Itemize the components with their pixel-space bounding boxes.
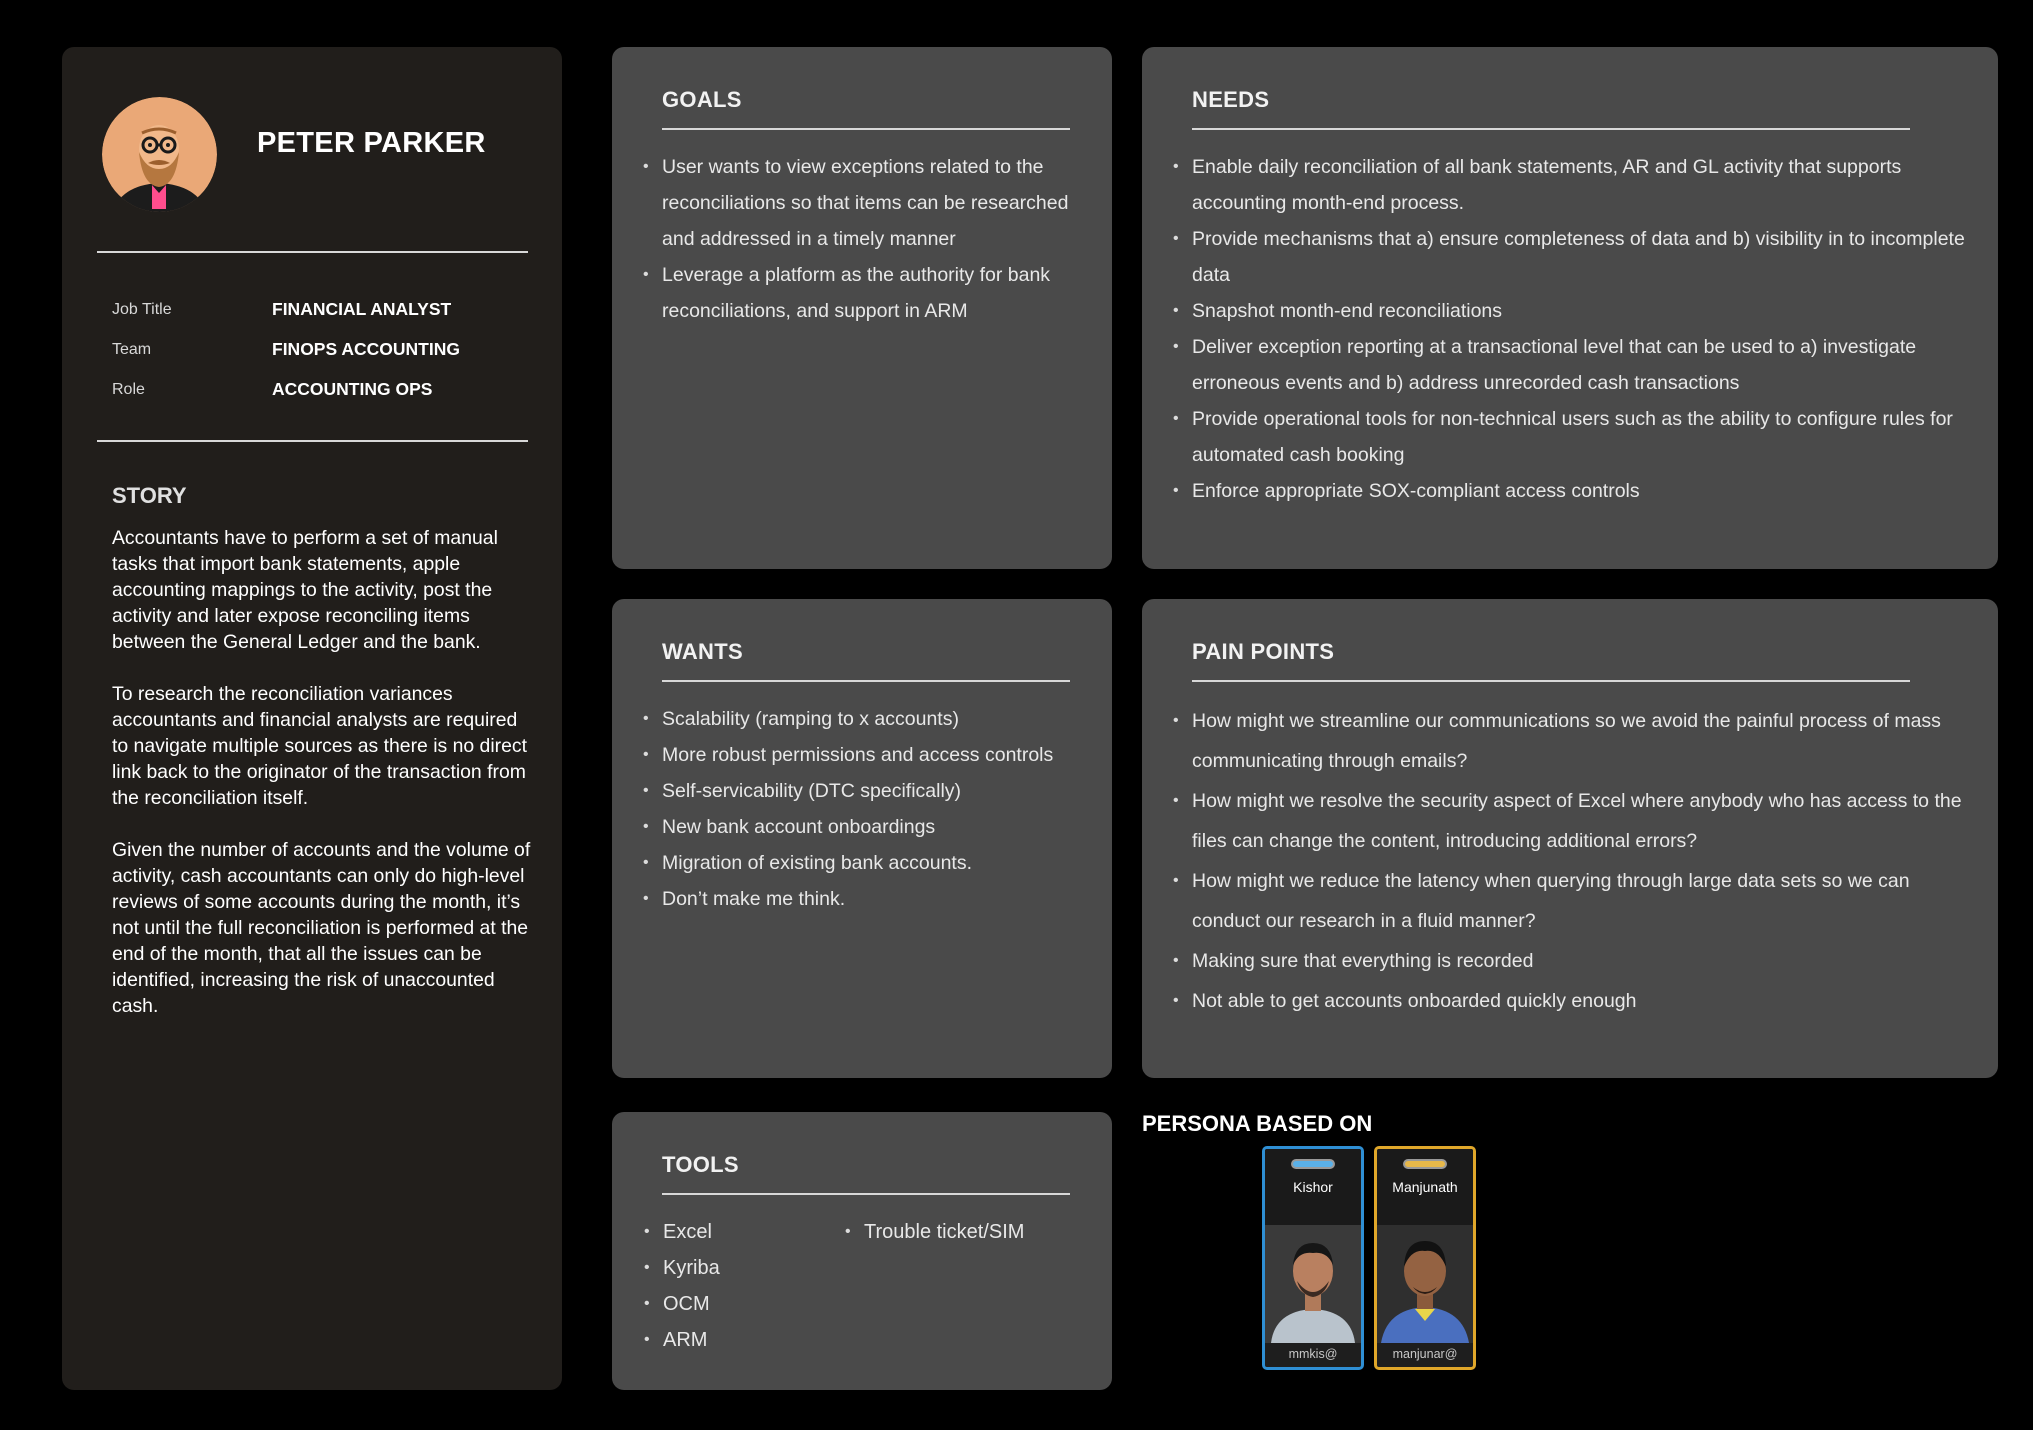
divider — [97, 440, 528, 442]
list-item: • How might we resolve the security aspect of Excel where anybody who has access to the files can change the content, introducing additional errors? — [1192, 781, 1968, 861]
tools-card — [612, 1112, 1112, 1390]
info-value: FINANCIAL ANALYST — [272, 299, 452, 319]
list-item: • Not able to get accounts onboarded quickly enough — [1192, 981, 1968, 1021]
list-item: • Enforce appropriate SOX-compliant access controls — [1192, 473, 1968, 509]
badge-name: Manjunath — [1392, 1179, 1458, 1195]
list-item: • Trouble ticket/SIM — [864, 1214, 1094, 1250]
divider — [662, 1193, 1070, 1195]
list-item: • Deliver exception reporting at a transactional level that can be used to a) investigate erroneous events and b) address unrecorded cash transactions — [1192, 329, 1968, 401]
info-value: FINOPS ACCOUNTING — [272, 339, 460, 359]
tools-list-col2 — [864, 1214, 1094, 1250]
story-text — [112, 525, 532, 1045]
info-label: Role — [112, 381, 145, 398]
pain-points-list — [1192, 701, 1968, 1021]
divider — [1192, 128, 1910, 130]
goals-card — [612, 47, 1112, 569]
badge-name: Kishor — [1293, 1179, 1333, 1195]
badge-manjunath — [1374, 1146, 1476, 1370]
goals-title: GOALS — [662, 87, 742, 112]
story-paragraph: Accountants have to perform a set of manual tasks that import bank statements, apple accounting mappings to the activity, post the activity and later expose reconciling items between the General Ledger and the bank. — [112, 527, 498, 653]
needs-card — [1142, 47, 1998, 569]
needs-title: NEEDS — [1192, 87, 1270, 112]
persona-panel — [62, 47, 562, 1390]
info-label: Job Title — [112, 301, 172, 318]
info-value: ACCOUNTING OPS — [272, 379, 433, 399]
info-label: Team — [112, 341, 152, 358]
list-item: • More robust permissions and access controls — [662, 737, 1082, 773]
wants-list — [662, 701, 1082, 917]
wants-title: WANTS — [662, 639, 743, 664]
list-item: • Enable daily reconciliation of all bank statements, AR and GL activity that supports accounting month-end process. — [1192, 149, 1968, 221]
list-item: • Migration of existing bank accounts. — [662, 845, 1082, 881]
list-item: • Self-servicability (DTC specifically) — [662, 773, 1082, 809]
list-item: • Kyriba — [663, 1250, 843, 1286]
badge-alias: manjunar@ — [1392, 1347, 1458, 1361]
list-item: • How might we streamline our communications so we avoid the painful process of mass communicating through emails? — [1192, 701, 1968, 781]
list-item: • New bank account onboardings — [662, 809, 1082, 845]
list-item: • Leverage a platform as the authority for bank reconciliations, and support in ARM — [662, 257, 1072, 329]
badge-alias: mmkis@ — [1288, 1347, 1338, 1361]
list-item: • Provide mechanisms that a) ensure completeness of data and b) visibility in to incomplete data — [1192, 221, 1968, 293]
list-item: • Scalability (ramping to x accounts) — [662, 701, 1082, 737]
story-paragraph: To research the reconciliation variances accountants and financial analysts are required to navigate multiple sources as there is no direct link back to the originator of the transaction from the reconciliation itself. — [112, 683, 527, 809]
list-item: • Making sure that everything is recorded — [1192, 941, 1968, 981]
badge-photo — [1265, 1225, 1361, 1343]
pain-points-card — [1142, 599, 1998, 1078]
list-item: • User wants to view exceptions related to the reconciliations so that items can be researched and addressed in a timely manner — [662, 149, 1072, 257]
divider — [1192, 680, 1910, 682]
pain-points-title: PAIN POINTS — [1192, 639, 1335, 664]
story-paragraph: Given the number of accounts and the volume of activity, cash accountants can only do high-level reviews of some accounts during the month, it’s not until the full reconciliation is performed at the end of the month, that all the issues can be identified, increasing the risk of unaccounted cash. — [112, 839, 531, 1017]
goals-list — [662, 149, 1072, 329]
persona-based-on-title: PERSONA BASED ON — [1142, 1111, 1373, 1136]
tools-list-col1 — [663, 1214, 843, 1358]
badge-kishor — [1262, 1146, 1364, 1370]
list-item: • How might we reduce the latency when querying through large data sets so we can conduct our research in a fluid manner? — [1192, 861, 1968, 941]
badge-clip — [1291, 1159, 1335, 1169]
list-item: • OCM — [663, 1286, 843, 1322]
list-item: • Don’t make me think. — [662, 881, 1082, 917]
badge-photo — [1377, 1225, 1473, 1343]
divider — [662, 680, 1070, 682]
list-item: • Excel — [663, 1214, 843, 1250]
list-item: • Provide operational tools for non-technical users such as the ability to configure rules for automated cash booking — [1192, 401, 1968, 473]
persona-name: PETER PARKER — [257, 127, 486, 159]
list-item: • ARM — [663, 1322, 843, 1358]
persona-avatar — [102, 97, 217, 212]
needs-list — [1192, 149, 1968, 509]
badge-clip — [1403, 1159, 1447, 1169]
list-item: • Snapshot month-end reconciliations — [1192, 293, 1968, 329]
divider — [662, 128, 1070, 130]
divider — [97, 251, 528, 253]
story-title: STORY — [112, 483, 187, 508]
tools-title: TOOLS — [662, 1152, 739, 1177]
wants-card — [612, 599, 1112, 1078]
